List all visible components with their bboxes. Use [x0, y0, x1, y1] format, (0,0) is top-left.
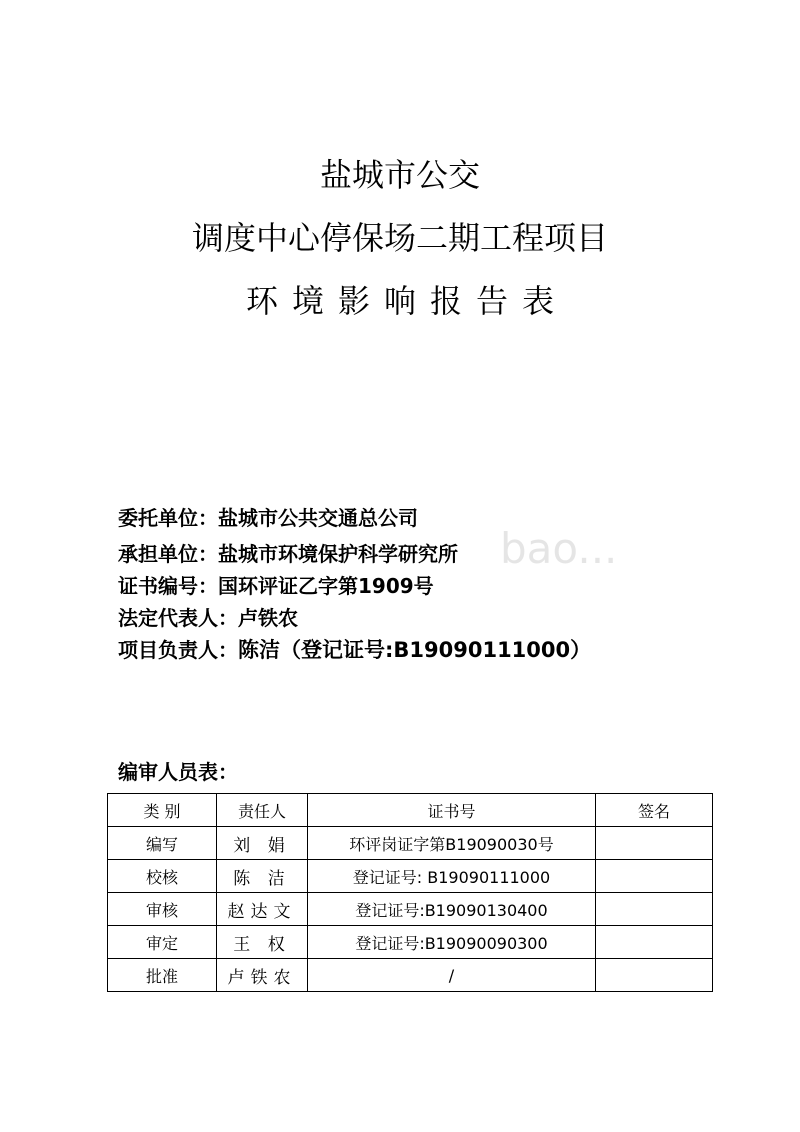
table-row: [108, 827, 713, 860]
staff-table-heading: 编审人员表：: [118, 760, 238, 784]
contractor-line: [118, 538, 458, 567]
table-row: [108, 926, 713, 959]
contractor-value: 盐城市环境保护科学研究所: [218, 542, 458, 566]
cell-signature: [596, 959, 713, 992]
cell-certificate: 登记证号:B19090130400: [308, 893, 596, 926]
cell-certificate: 环评岗证字第B19090030号: [308, 827, 596, 860]
client-value: 盐城市公共交通总公司: [218, 506, 418, 530]
client-label: 委托单位：: [118, 506, 218, 530]
contractor-label: 承担单位：: [118, 542, 218, 566]
certificate-line: [118, 570, 434, 599]
table-row: [108, 893, 713, 926]
cell-certificate: 登记证号: B19090111000: [308, 860, 596, 893]
cell-category: 编写: [108, 827, 217, 860]
table-header-row: [108, 794, 713, 827]
certificate-value: 国环评证乙字第1909号: [218, 574, 434, 598]
title-line-3: 环境影响报告表: [245, 282, 568, 320]
table-row: [108, 959, 713, 992]
cell-signature: [596, 926, 713, 959]
cell-category: 审定: [108, 926, 217, 959]
project-lead-value: 陈洁（登记证号:B19090111000）: [238, 638, 592, 662]
watermark: [500, 524, 617, 573]
cell-person: 赵达文: [217, 893, 308, 926]
staff-table: [107, 793, 713, 992]
cell-category: 批准: [108, 959, 217, 992]
cell-person: 卢铁农: [217, 959, 308, 992]
certificate-label: 证书编号：: [118, 574, 218, 598]
cell-person: 刘 娟: [217, 827, 308, 860]
cell-category: 审核: [108, 893, 217, 926]
cell-signature: [596, 860, 713, 893]
title-line-1: 盐城市公交: [319, 156, 480, 194]
watermark-text: bao...: [500, 524, 618, 573]
cell-signature: [596, 893, 713, 926]
title-line-2: 调度中心停保场二期工程项目: [191, 219, 608, 257]
client-line: [118, 502, 418, 531]
legal-rep-line: [118, 602, 298, 631]
header-category: 类 别: [108, 794, 217, 827]
table-row: [108, 860, 713, 893]
cell-certificate: /: [308, 959, 596, 992]
header-certificate: 证书号: [308, 794, 596, 827]
project-lead-line: [118, 634, 591, 664]
legal-rep-label: 法定代表人：: [118, 606, 238, 630]
legal-rep-value: 卢铁农: [238, 606, 298, 630]
cell-category: 校核: [108, 860, 217, 893]
header-person: 责任人: [217, 794, 308, 827]
cell-person: 王 权: [217, 926, 308, 959]
header-signature: 签名: [596, 794, 713, 827]
cell-signature: [596, 827, 713, 860]
cell-person: 陈 洁: [217, 860, 308, 893]
project-lead-label: 项目负责人：: [118, 638, 238, 662]
cell-certificate: 登记证号:B19090090300: [308, 926, 596, 959]
